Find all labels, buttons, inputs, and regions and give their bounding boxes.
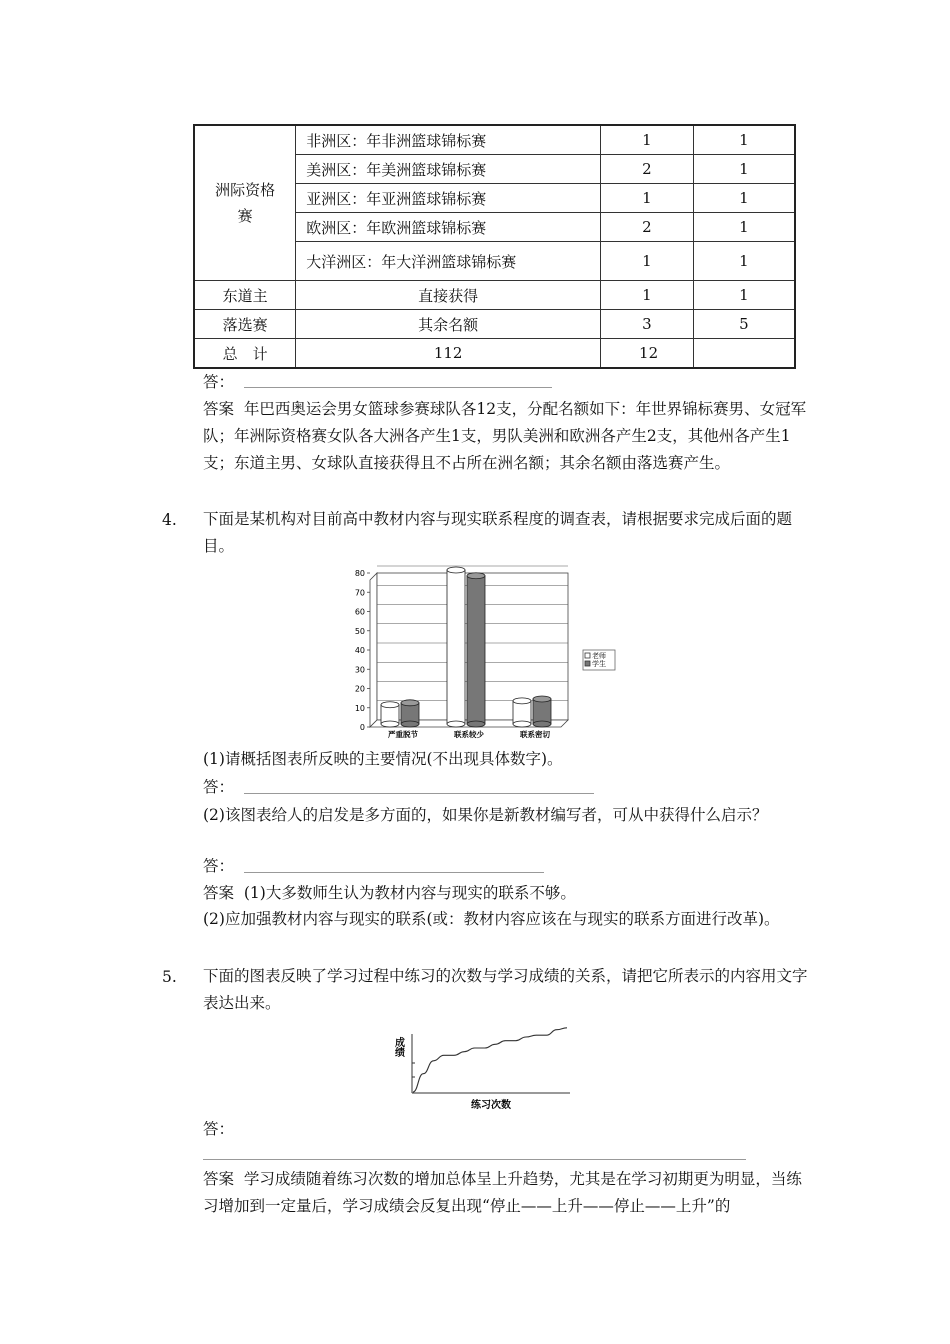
q4-answer-1 (203, 881, 576, 905)
q5-answer (203, 1166, 815, 1220)
y-tick-label: 0 (359, 723, 365, 732)
host-method: 直接获得 (296, 281, 601, 310)
women-cell: 5 (693, 310, 795, 339)
men-cell: 2 (601, 213, 694, 242)
q4-answer-2: (2)应加强教材内容与现实的联系(或：教材内容应该在与现实的联系方面进行改革)。 (203, 910, 780, 928)
bar-base (401, 721, 419, 727)
answer-blank[interactable] (203, 1159, 746, 1160)
women-cell: 1 (693, 242, 795, 281)
men-cell: 2 (601, 155, 694, 184)
question-number: 4. (162, 511, 177, 529)
chart-legend (583, 650, 615, 670)
men-cell: 1 (601, 184, 694, 213)
bar-top (533, 696, 551, 702)
table-row (194, 339, 795, 369)
answer-text: (1)大多数师生认为教材内容与现实的联系不够。 (243, 884, 576, 902)
qualifier-label: 落选赛 (194, 310, 296, 339)
total-label: 总 计 (194, 339, 296, 369)
answer-text: 学习成绩随着练习次数的增加总体呈上升趋势，尤其是在学习初期更为明显，当练习增加到一定量后，学习成绩会反复出现“停止——上升——停止——上升”的 (203, 1170, 802, 1215)
women-cell: 1 (693, 155, 795, 184)
bar-top (467, 573, 485, 579)
q3-answer (203, 396, 821, 477)
region-cell: 美洲区：年美洲篮球锦标赛 (296, 155, 601, 184)
bar-body (467, 576, 485, 724)
legend-label-teacher: 老师 (592, 652, 606, 660)
bar-top (513, 698, 531, 704)
y-tick-label: 60 (354, 607, 365, 617)
group-label: 洲际资格赛 (215, 181, 276, 225)
region-cell: 非洲区：年非洲篮球锦标赛 (296, 125, 601, 155)
bar-base (467, 721, 485, 727)
bar-base (447, 721, 465, 727)
legend-swatch-teacher (585, 653, 590, 658)
women-cell: 1 (693, 125, 795, 155)
q4-stem: 下面是某机构对目前高中教材内容与现实联系程度的调查表，请根据要求完成后面的题目。 (203, 510, 793, 555)
x-tick-label: 严重脱节 (388, 730, 418, 739)
survey-bar-chart (346, 566, 626, 742)
answer-label: 答案 (203, 884, 235, 902)
answer-blank[interactable] (244, 387, 552, 388)
q5-stem: 下面的图表反映了学习过程中练习的次数与学习成绩的关系，请把它所表示的内容用文字表达出来。 (203, 967, 808, 1012)
answer-prompt: 答： (203, 778, 235, 796)
quota-table (193, 124, 796, 369)
x-tick-label: 联系密切 (520, 730, 550, 739)
answer-label: 答案 (203, 1170, 235, 1188)
answer-prompt: 答： (203, 373, 235, 391)
learning-line-chart (392, 1022, 575, 1114)
y-axis-label: 成绩 (392, 1037, 404, 1057)
men-cell: 1 (601, 242, 694, 281)
women-cell: 1 (693, 281, 795, 310)
group-label-cell (194, 125, 296, 281)
bar-base (513, 721, 531, 727)
bar-base (533, 721, 551, 727)
men-cell: 1 (601, 281, 694, 310)
y-tick-label: 40 (354, 646, 365, 655)
table-row (194, 281, 795, 310)
table-row (194, 310, 795, 339)
bar-top (401, 700, 419, 706)
y-tick-label: 30 (354, 665, 365, 675)
region-cell: 欧洲区：年欧洲篮球锦标赛 (296, 213, 601, 242)
men-cell: 1 (601, 125, 694, 155)
region-cell: 亚洲区：年亚洲篮球锦标赛 (296, 184, 601, 213)
women-cell: 1 (693, 213, 795, 242)
question-number: 5. (162, 968, 177, 986)
y-tick-label: 20 (354, 684, 365, 694)
bar-top (381, 702, 399, 708)
men-cell: 12 (601, 339, 694, 369)
host-label: 东道主 (194, 281, 296, 310)
bar-base (381, 721, 399, 727)
x-tick-label: 联系较少 (454, 730, 484, 739)
q4-sub1: (1)请概括图表所反映的主要情况(不出现具体数字)。 (203, 750, 563, 768)
men-cell: 3 (601, 310, 694, 339)
answer-text: 年巴西奥运会男女篮球参赛球队各12支，分配名额如下：年世界锦标赛男、女冠军队；年洲际资格赛女队各大洲各产生1支，男队美洲和欧洲各产生2支，其他州各产生1支；东道主男、女球队直接获得且不占所在洲名额；其余名额由落选赛产生。 (203, 400, 807, 472)
y-tick-label: 80 (354, 569, 365, 578)
answer-blank[interactable] (244, 872, 544, 873)
legend-label-student: 学生 (592, 660, 606, 668)
q4-sub2: (2)该图表给人的启发是多方面的，如果你是新教材编写者，可从中获得什么启示？ (203, 806, 768, 824)
women-cell (693, 339, 795, 369)
answer-label: 答案 (203, 400, 235, 418)
y-tick-label: 70 (354, 588, 365, 598)
women-cell: 1 (693, 184, 795, 213)
learning-curve-line (413, 1028, 567, 1092)
y-tick-label: 10 (354, 703, 365, 713)
answer-blank[interactable] (244, 793, 594, 794)
answer-prompt: 答： (203, 857, 235, 875)
region-cell: 大洋洲区：年大洋洲篮球锦标赛 (296, 242, 601, 281)
qualifier-method: 其余名额 (296, 310, 601, 339)
legend-swatch-student (585, 661, 590, 666)
answer-prompt: 答： (203, 1120, 235, 1138)
table-row (194, 125, 795, 155)
side-wall (370, 573, 377, 727)
total-value: 112 (296, 339, 601, 369)
bar-body (513, 701, 531, 724)
bar-top (447, 567, 465, 573)
bar-body (447, 570, 465, 724)
bar-body (533, 699, 551, 724)
x-axis-label: 练习次数 (471, 1100, 511, 1111)
y-tick-label: 50 (354, 626, 365, 636)
